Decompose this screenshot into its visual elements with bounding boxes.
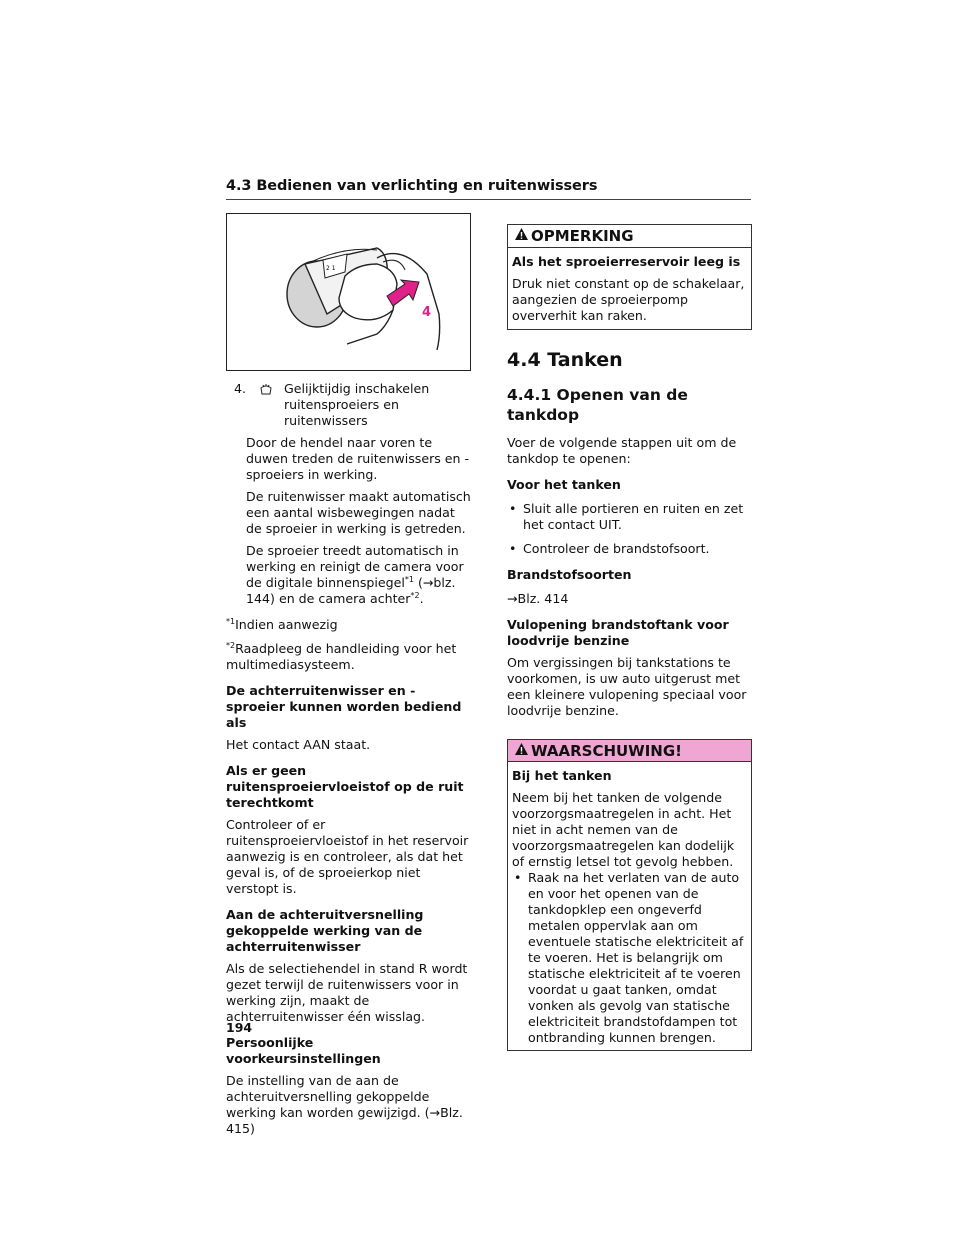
- item-number: 4.: [234, 381, 247, 396]
- left-column: [226, 213, 471, 1137]
- item-4-title: Gelijktijdig inschakelen ruitensproeiers en ruitenwissers: [284, 381, 430, 428]
- note-text: Druk niet constant op de schakelaar, aangezien de sproeierpomp oververhit kan raken.: [512, 276, 745, 323]
- list-item: • Sluit alle portieren en ruiten en zet het contact UIT.: [509, 501, 744, 532]
- section-heading: De achterruitenwisser en -sproeier kunnen worden bediend als: [226, 683, 462, 730]
- item-4-para-2: De ruitenwisser maakt automatisch een aantal wisbewegingen nadat de sproeier in werking is getreden.: [246, 489, 471, 536]
- warning-box: [507, 739, 752, 1051]
- page-number: 194: [226, 1020, 253, 1035]
- footnote-ref-2: *2: [410, 590, 420, 600]
- warning-triangle-icon: [514, 227, 531, 245]
- footnote-1: $^{*1}$Indien aanwezig: [226, 616, 338, 632]
- wiper-lever-drawing: [227, 214, 470, 370]
- list-item: • Controleer de brandstofsoort.: [509, 541, 710, 556]
- svg-text:2 1: 2 1: [326, 265, 336, 272]
- note-box: [507, 224, 752, 330]
- figure-callout-number: 4: [422, 305, 432, 320]
- header-divider: [226, 199, 751, 200]
- item-4-para-3-a: De sproeier treedt automatisch in werking en reinigt de camera voor de digitale binnenspiegel: [246, 543, 464, 590]
- item-4-para-3-c: .: [419, 591, 424, 606]
- fuel-types-heading: Brandstofsoorten: [507, 567, 632, 582]
- page-header: [226, 178, 751, 200]
- section-4-4-title: 4.4 Tanken: [507, 349, 623, 371]
- item-4-para-1: Door de hendel naar voren te duwen treden de ruitenwissers en -sproeiers in werking.: [246, 435, 470, 482]
- warning-subtitle: Bij het tanken: [512, 768, 612, 783]
- note-subtitle: Als het sproeierreservoir leeg is: [512, 254, 741, 269]
- warning-title: WAARSCHUWING!: [531, 741, 683, 760]
- footnote-ref-1: *1: [404, 574, 414, 584]
- section-heading: Aan de achteruitversnelling gekoppelde werking van de achterruitenwisser: [226, 907, 424, 954]
- section-4-4-1-title: 4.4.1 Openen van de tankdop: [507, 386, 688, 424]
- footnote-2: $^{*2}$Raadpleeg de handleiding voor het multimediasysteem.: [226, 640, 457, 672]
- before-fueling-heading: Voor het tanken: [507, 477, 621, 492]
- section-text: Als de selectiehendel in stand R wordt gezet terwijl de ruitenwissers voor in werking zijn, maakt de achterruitenwisser één wisslag.: [226, 961, 468, 1024]
- wiper-lever-illustration: [226, 213, 471, 371]
- fuel-inlet-heading: Vulopening brandstoftank voor loodvrije benzine: [507, 617, 729, 648]
- washer-spray-icon: [258, 381, 276, 397]
- section-text: Controleer of er ruitensproeiervloeistof in het reservoir aanwezig is en controleer, als dat het geval is, of de sproeierkop niet verstopt is.: [226, 817, 469, 896]
- item-4-para-3-b: (→blz. 144) en de camera achter: [246, 575, 456, 606]
- warning-header: [508, 740, 751, 762]
- section-heading: Persoonlijke voorkeursinstellingen: [226, 1035, 381, 1066]
- note-title: OPMERKING: [531, 227, 634, 245]
- warning-triangle-icon: [514, 742, 531, 760]
- intro-text: Voer de volgende stappen uit om de tankdop te openen:: [507, 435, 737, 466]
- section-text: De instelling van de aan de achteruitversnelling gekoppelde werking kan worden gewijzigd. (→Blz. 415): [226, 1073, 463, 1136]
- section-heading: Als er geen ruitensproeiervloeistof op de ruit terechtkomt: [226, 763, 464, 810]
- warning-text: Neem bij het tanken de volgende voorzorgsmaatregelen in acht. Het niet in acht nemen van de voorzorgsmaatregelen kan dodelijk of ernstig letsel tot gevolg hebben.: [512, 790, 735, 869]
- right-column: [507, 224, 751, 1051]
- item-4-para-3: [246, 543, 471, 607]
- section-header-title: 4.3 Bedienen van verlichting en ruitenwissers: [226, 178, 598, 194]
- fuel-inlet-text: Om vergissingen bij tankstations te voorkomen, is uw auto uitgerust met een kleinere vulopening speciaal voor loodvrije benzine.: [507, 655, 747, 718]
- fuel-types-ref[interactable]: →Blz. 414: [507, 591, 569, 606]
- note-header: [508, 225, 751, 248]
- list-item: • Raak na het verlaten van de auto en voor het openen van de tankdopklep een ongeverfd metalen oppervlak aan om eventuele statische elektriciteit af te voeren. Het is belangrijk om statische elektriciteit af te voeren voordat u gaat tanken, omdat vonken als gevolg van statische elektriciteit brandstofdampen tot ontbranding kunnen brengen.: [514, 870, 744, 1045]
- section-text: Het contact AAN staat.: [226, 737, 371, 752]
